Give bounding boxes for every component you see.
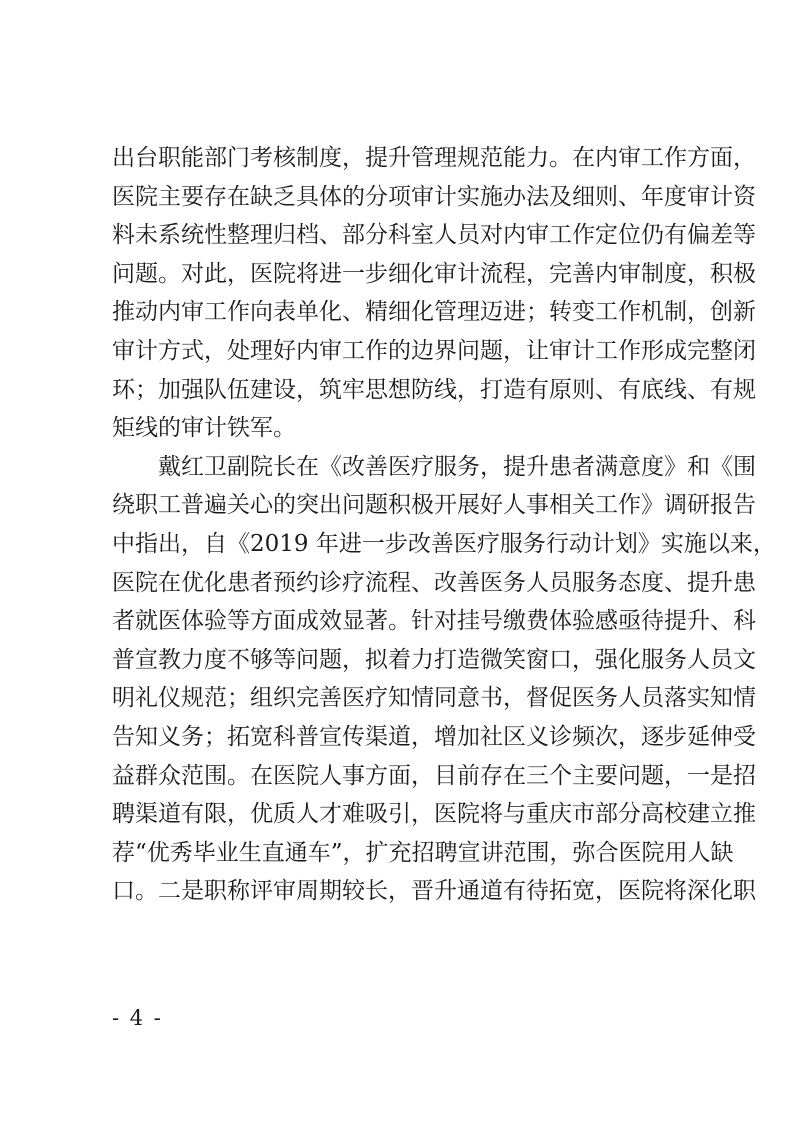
text-line: 告知义务；拓宽科普宣传渠道，增加社区义诊频次，逐步延伸受: [112, 723, 756, 750]
text-line: 戴红卫副院长在《改善医疗服务，提升患者满意度》和《围: [112, 453, 756, 480]
text-line: 口。二是职称评审周期较长，晋升通道有待拓宽，医院将深化职: [112, 878, 756, 905]
text-line: 者就医体验等方面成效显著。针对挂号缴费体验感亟待提升、科: [112, 608, 756, 635]
text-line: 明礼仪规范；组织完善医疗知情同意书，督促医务人员落实知情: [112, 685, 756, 712]
text-line: 普宣教力度不够等问题，拟着力打造微笑窗口，强化服务人员文: [112, 646, 756, 673]
text-line: 绕职工普遍关心的突出问题积极开展好人事相关工作》调研报告: [112, 492, 756, 519]
text-line: 医院主要存在缺乏具体的分项审计实施办法及细则、年度审计资: [112, 183, 756, 210]
text-line: 问题。对此，医院将进一步细化审计流程，完善内审制度，积极: [112, 260, 756, 287]
text-line: 聘渠道有限，优质人才难吸引，医院将与重庆市部分高校建立推: [112, 801, 756, 828]
text-line: 荐“优秀毕业生直通车”，扩充招聘宣讲范围，弥合医院用人缺: [112, 839, 734, 866]
text-line: 推动内审工作向表单化、精细化管理迈进；转变工作机制，创新: [112, 299, 756, 326]
text-line: 环；加强队伍建设，筑牢思想防线，打造有原则、有底线、有规: [112, 376, 756, 403]
text-line: 出台职能部门考核制度，提升管理规范能力。在内审工作方面，: [112, 145, 756, 171]
text-line: 医院在优化患者预约诊疗流程、改善医务人员服务态度、提升患: [112, 569, 756, 596]
text-line: 中指出，自《2019 年进一步改善医疗服务行动计划》实施以来，: [112, 530, 776, 557]
text-line: 审计方式，处理好内审工作的边界问题，让审计工作形成完整闭: [112, 337, 756, 364]
text-line: 料未系统性整理归档、部分科室人员对内审工作定位仍有偏差等: [112, 222, 756, 249]
document-body: [112, 139, 776, 911]
text-line: 益群众范围。在医院人事方面，目前存在三个主要问题，一是招: [112, 762, 756, 789]
page-number: - 4 -: [112, 1006, 163, 1030]
text-line: 矩线的审计铁军。: [112, 415, 296, 442]
